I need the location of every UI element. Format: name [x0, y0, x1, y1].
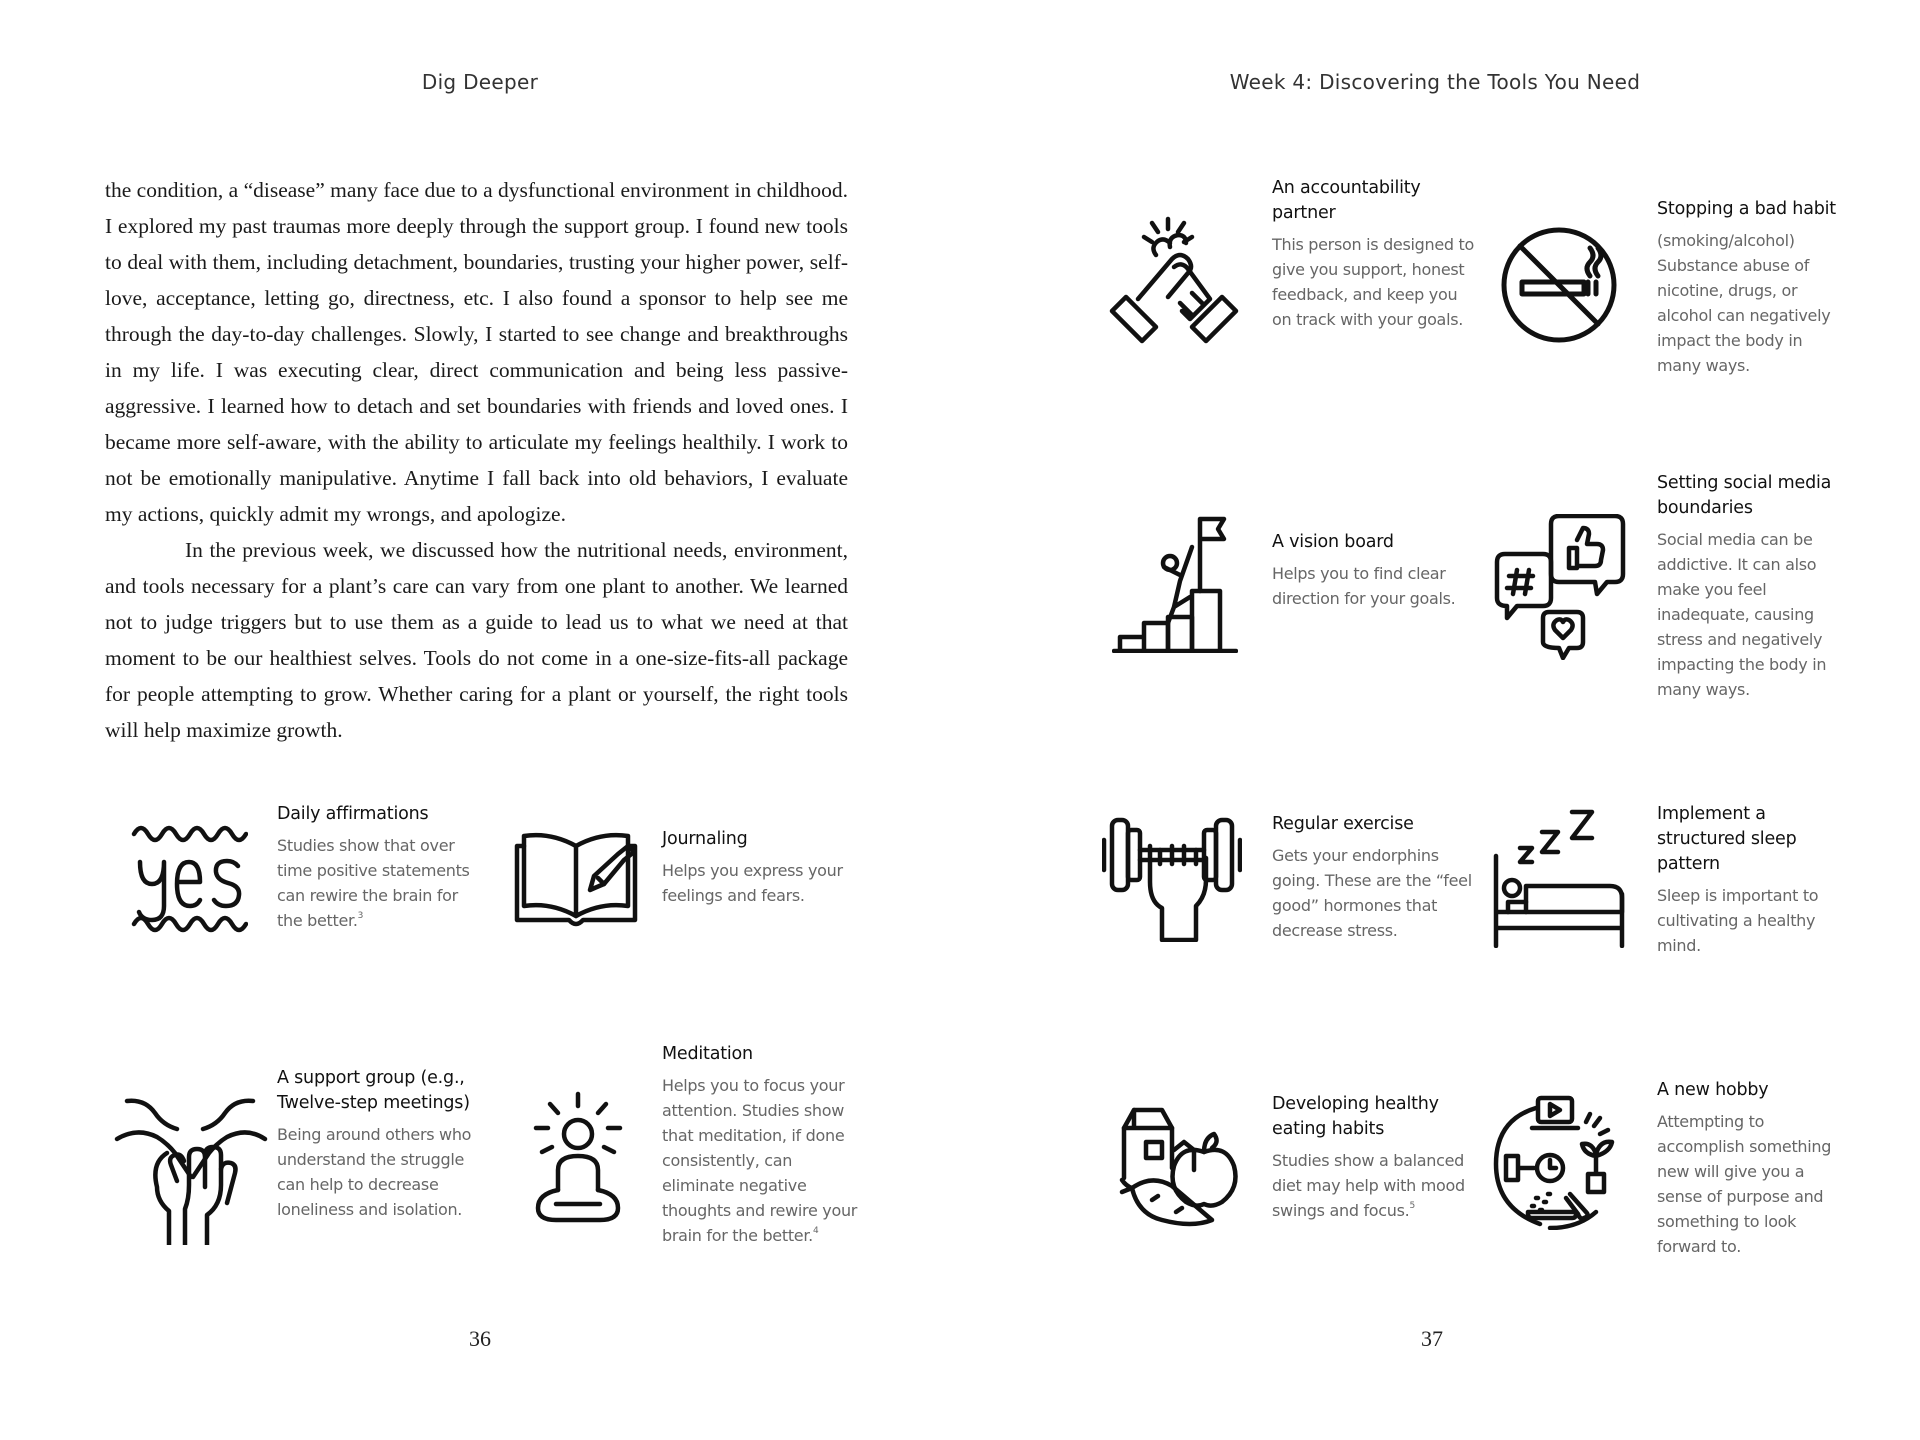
tool-description: This person is designed to give you support, honest feedback, and keep you on track with your goals. [1272, 235, 1475, 329]
tool-title: A support group (e.g., Twelve-step meetings) [277, 1068, 470, 1113]
tool-title: A new hobby [1657, 1080, 1769, 1100]
yes-icon [130, 818, 248, 940]
tool-description: Attempting to accomplish something new will give you a sense of purpose and something to look forward to. [1657, 1112, 1832, 1256]
handshake-icon [1108, 215, 1240, 345]
tool-description: Studies show that over time positive statements can rewire the brain for the better.$^3$ [277, 836, 470, 930]
footnote-marker: 4 [812, 1226, 819, 1236]
tool-description: Social media can be addictive. It can also make you feel inadequate, causing stress and negatively impacting the body in many ways. [1657, 530, 1827, 699]
body-text [105, 172, 848, 748]
sleep-bed-icon [1490, 808, 1628, 948]
tool-description: Helps you to find clear direction for your goals. [1272, 564, 1456, 608]
paragraph: the condition, a “disease” many face due to a dysfunctional environment in childhood. I explored my past traumas more deeply through the support group. I found new tools to deal with them, including detachment, boundaries, trusting your higher power, self-love, acceptance, letting go, directness, etc. I also found a sponsor to help see me through the day-to-day challenges. Slowly, I started to see change and breakthroughs in my life. I was executing clear, direct communication and being less passive-aggressive. I learned how to detach and set boundaries with friends and loved ones. I became more self-aware, with the ability to articulate my feelings healthily. I work to not be emotionally manipulative. Anytime I fall back into old behaviors, I evaluate my actions, quickly admit my wrongs, and apologize. [105, 178, 848, 526]
tool-title: Regular exercise [1272, 814, 1414, 834]
tool-title: A vision board [1272, 532, 1394, 552]
hands-icon [113, 1095, 268, 1245]
tool-title: Implement a structured sleep pattern [1657, 804, 1797, 874]
footnote-marker: 5 [1409, 1201, 1415, 1211]
tool-description: Gets your endorphins going. These are the “feel good” hormones that decrease stress. [1272, 846, 1472, 940]
tool-title: An accountability partner [1272, 178, 1421, 223]
tool-title: Journaling [662, 829, 748, 849]
tool-title: Setting social media boundaries [1657, 473, 1832, 518]
right-page [960, 0, 1920, 1440]
dumbbell-icon [1102, 816, 1242, 942]
tool-description: Being around others who understand the struggle can help to decrease loneliness and isolation. [277, 1125, 472, 1219]
tool-description: (smoking/alcohol) Substance abuse of nicotine, drugs, or alcohol can negatively impact the body in many ways. [1657, 231, 1831, 375]
healthy-food-icon [1116, 1104, 1244, 1230]
tool-description: Helps you express your feelings and fears. [662, 861, 843, 905]
meditation-icon [532, 1090, 624, 1224]
running-head: Week 4: Discovering the Tools You Need [1229, 70, 1641, 94]
page-number: 36 [469, 1326, 491, 1351]
tool-description: Studies show a balanced diet may help with mood swings and focus.$^5$ [1272, 1151, 1465, 1220]
running-head: Dig Deeper [421, 70, 539, 94]
tool-description: Helps you to focus your attention. Studies show that meditation, if done consistently, can eliminate negative thoughts and rewire your brain for the better.$^4$ [662, 1076, 858, 1245]
paragraph: In the previous week, we discussed how the nutritional needs, environment, and tools necessary for a plant’s care can vary from one plant to another. We learned not to judge triggers but to use them as a guide to lead us to what we need at that moment to be our healthiest selves. Tools do not come in a one-size-fits-all package for people attempting to grow. Whether caring for a plant or yourself, the right tools will help maximize growth. [105, 538, 848, 742]
tool-title: Developing healthy eating habits [1272, 1094, 1439, 1139]
social-media-icon [1493, 514, 1628, 660]
footnote-marker: 3 [357, 911, 364, 921]
vision-flag-icon [1112, 515, 1238, 653]
page-number: 37 [1421, 1326, 1443, 1351]
tool-description: Sleep is important to cultivating a healthy mind. [1657, 886, 1819, 955]
tool-title: Daily affirmations [277, 804, 429, 824]
tool-title: Meditation [662, 1044, 753, 1064]
hobby-icon [1492, 1094, 1622, 1230]
tool-title: Stopping a bad habit [1657, 199, 1836, 219]
no-smoking-icon [1500, 226, 1618, 344]
journal-icon [514, 826, 638, 930]
